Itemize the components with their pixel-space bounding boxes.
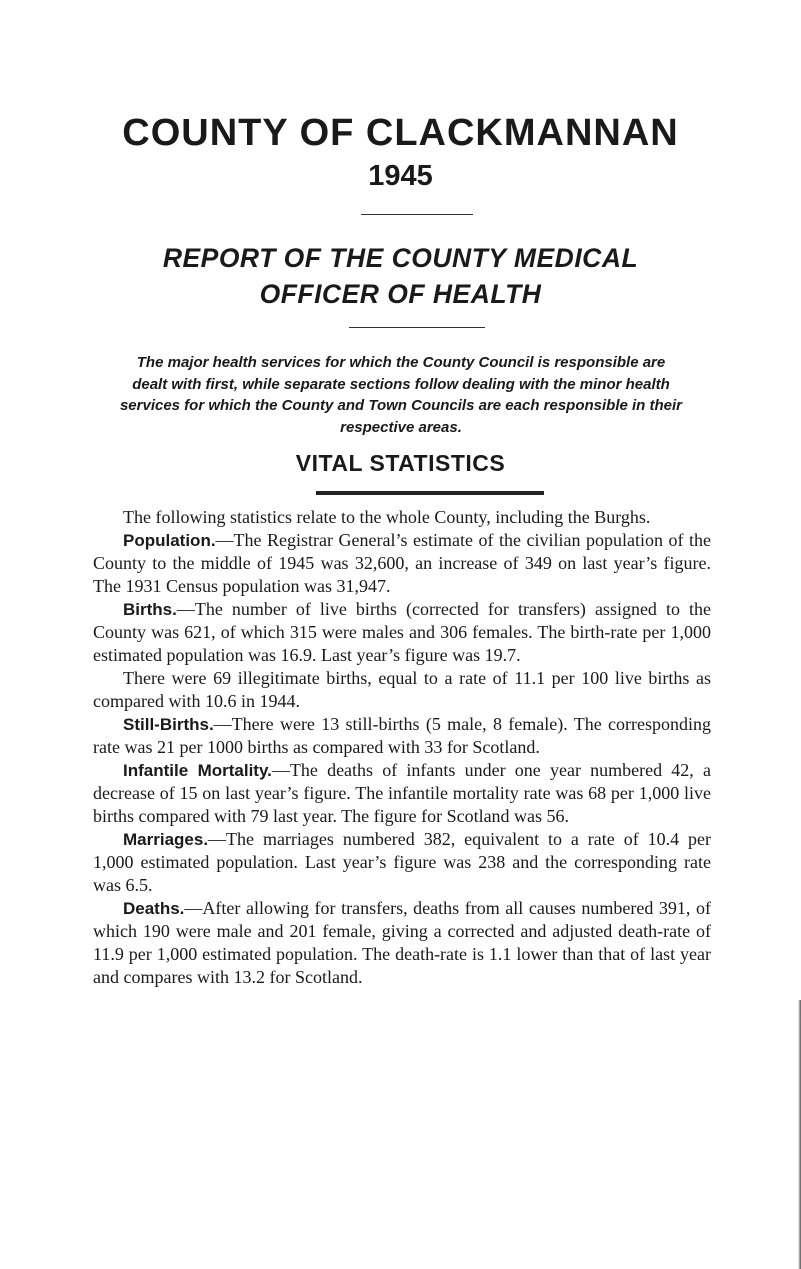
paragraph-deaths xyxy=(93,897,711,989)
report-title xyxy=(0,240,801,312)
marriages-text: —The marriages numbered 382, equivalent to a rate of 10.4 per 1,000 estimated population. Last year’s figure was 238 and the corresponding rate was 6.5. xyxy=(93,829,711,895)
births-heading: Births. xyxy=(123,600,177,619)
paragraph-illegitimate xyxy=(93,667,711,713)
paragraph-marriages xyxy=(93,828,711,897)
section-heading-rule xyxy=(316,491,544,495)
title-divider xyxy=(361,214,473,215)
infantile-mortality-heading: Infantile Mortality. xyxy=(123,761,272,780)
paragraph-intro-text: The following statistics relate to the whole County, including the Burghs. xyxy=(123,507,651,527)
marriages-heading: Marriages. xyxy=(123,830,209,849)
paragraph-births xyxy=(93,598,711,667)
section-heading: VITAL STATISTICS xyxy=(295,450,506,476)
report-title-line-2: OFFICER OF HEALTH xyxy=(259,279,542,309)
deaths-text: —After allowing for transfers, deaths from all causes numbered 391, of which 190 were male and 201 female, giving a corrected and adjusted death-rate of 11.9 per 1,000 estimated population. The death-rate is 1.1 lower than that of last year and compares with 13.2 for Scotland. xyxy=(93,898,711,987)
body-text xyxy=(93,506,711,989)
paragraph-still-births xyxy=(93,713,711,759)
illegitimate-text: There were 69 illegitimate births, equal to a rate of 11.1 per 100 live births as compared with 10.6 in 1944. xyxy=(93,668,711,711)
report-title-line-1: REPORT OF THE COUNTY MEDICAL xyxy=(162,243,639,273)
county-title: COUNTY OF CLACKMANNAN xyxy=(122,112,679,154)
intro-paragraph: The major health services for which the County Council is responsible are dealt with first, while separate sections follow dealing with the minor health services for which the County and Town Councils are each responsible in their respective areas. xyxy=(119,354,683,436)
deaths-heading: Deaths. xyxy=(123,899,185,918)
paragraph-intro xyxy=(93,506,711,529)
report-year: 1945 xyxy=(368,160,433,192)
still-births-heading: Still-Births. xyxy=(123,715,214,734)
report-title-divider xyxy=(349,327,485,328)
paragraph-population xyxy=(93,529,711,598)
births-text: —The number of live births (corrected for transfers) assigned to the County was 621, of which 315 were males and 306 females. The birth-rate per 1,000 estimated population was 16.9. Last year’s figure was 19.7. xyxy=(93,599,711,665)
population-heading: Population. xyxy=(123,531,216,550)
infantile-mortality-text: —The deaths of infants under one year numbered 42, a decrease of 15 on last year’s figure. The infantile mortality rate was 68 per 1,000 live births compared with 79 last year. The figure for Scotland was 56. xyxy=(93,760,711,826)
paragraph-infantile-mortality xyxy=(93,759,711,828)
still-births-text: —There were 13 still-births (5 male, 8 female). The corresponding rate was 21 per 1000 births as compared with 33 for Scotland. xyxy=(93,714,711,757)
population-text: —The Registrar General’s estimate of the civilian population of the County to the middle of 1945 was 32,600, an increase of 349 on last year’s figure. The 1931 Census population was 31,947. xyxy=(93,530,711,596)
